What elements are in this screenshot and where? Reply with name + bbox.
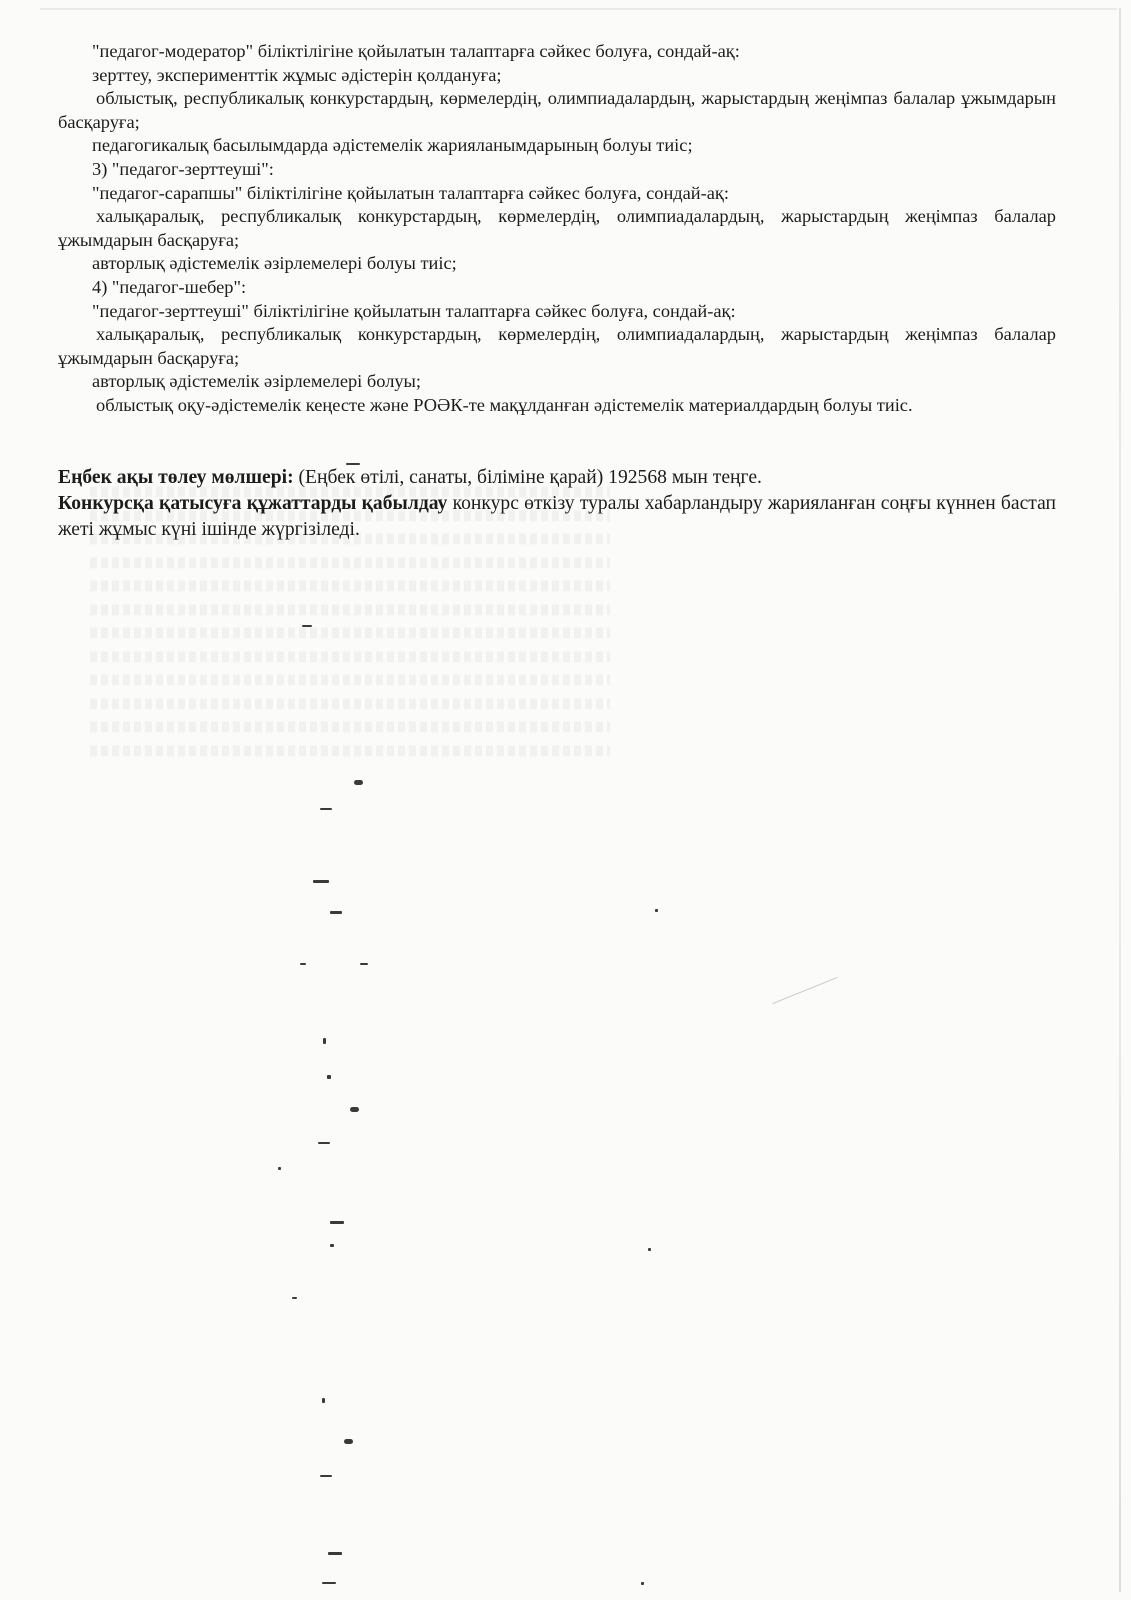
scan-speck [346,463,360,465]
scan-speck [323,1038,326,1044]
scan-speck [350,1107,359,1112]
requirement-line: авторлық әдістемелік әзірлемелері болуы; [92,371,422,392]
category-heading: 4) "педагог-шебер": [92,276,247,297]
documents-label: Конкурсқа қатысуға құжаттарды қабылдау [58,492,448,514]
scan-speck [320,808,332,810]
scan-speck [302,625,312,627]
scan-speck [648,1248,651,1251]
scan-speck [322,1398,325,1403]
salary-text: (Еңбек өтілі, санаты, біліміне қарай) 192568 мын теңге. [298,466,762,488]
requirement-line: "педагог-модератор" біліктілігіне қойылатын талаптарға сәйкес болуға, сондай-ақ: [92,41,740,61]
requirement-line: зерттеу, эксперименттік жұмыс әдістерін қолдануға; [92,64,502,85]
requirement-line: "педагог-зерттеуші" біліктілігіне қойылатын талаптарға сәйкес болуға, сондай-ақ: [92,300,736,321]
requirement-line: "педагог-сарапшы" біліктілігіне қойылатын талаптарға сәйкес болуға, сондай-ақ: [92,182,729,203]
scan-speck [344,1439,353,1444]
requirement-paragraph: халықаралық, республикалық конкурстардың, көрмелердің, олимпиадалардың, жарыстардың жеңімпаз балалар ұжымдарын басқаруға; [58,206,1056,250]
documents-paragraph [58,491,1056,543]
scan-speck [641,1582,644,1585]
requirement-paragraph: халықаралық, республикалық конкурстардың, көрмелердің, олимпиадалардың, жарыстардың жеңімпаз балалар ұжымдарын басқаруға; [58,324,1056,368]
requirement-paragraph: облыстық оқу-әдістемелік кеңесте және РОӘК-те мақұлданған әдістемелік материалдардың болуы тиіс. [96,394,913,415]
scan-speck [328,1552,342,1555]
scan-speck [278,1167,281,1170]
requirement-line: педагогикалық басылымдарда әдістемелік жарияланымдарының болуы тиіс; [92,135,693,156]
scan-speck [655,909,658,912]
scan-speck [360,963,368,965]
requirement-line: авторлық әдістемелік әзірлемелері болуы тиіс; [92,253,457,274]
scan-speck [330,1244,334,1247]
scan-speck [327,1075,331,1079]
salary-line [58,465,1056,491]
documents-text: конкурс өткізу туралы хабарландыру жарияланған соңғы күннен бастап жеті жұмыс күні ішінде жүргізіледі. [58,492,1057,540]
scan-speck [313,880,329,883]
scan-speck [354,780,363,785]
document-body [58,40,1056,543]
category-heading: 3) "педагог-зерттеуші": [92,158,274,179]
scan-speck [772,977,837,1004]
section-gap [58,418,1056,465]
scan-top-edge [40,8,1117,10]
scan-speck [322,1582,336,1584]
scan-right-edge [1119,8,1121,1592]
scan-speck [318,1142,330,1144]
salary-label: Еңбек ақы төлеу мөлшері: [58,466,299,488]
scan-speck [320,1475,332,1477]
scan-speck [292,1297,297,1299]
scan-speck [330,911,342,914]
scan-speck [300,963,306,965]
scan-speck [330,1221,344,1224]
requirement-paragraph: облыстық, республикалық конкурстардың, көрмелердің, олимпиадалардың, жарыстардың жеңімпаз балалар ұжымдарын басқаруға; [58,88,1056,132]
